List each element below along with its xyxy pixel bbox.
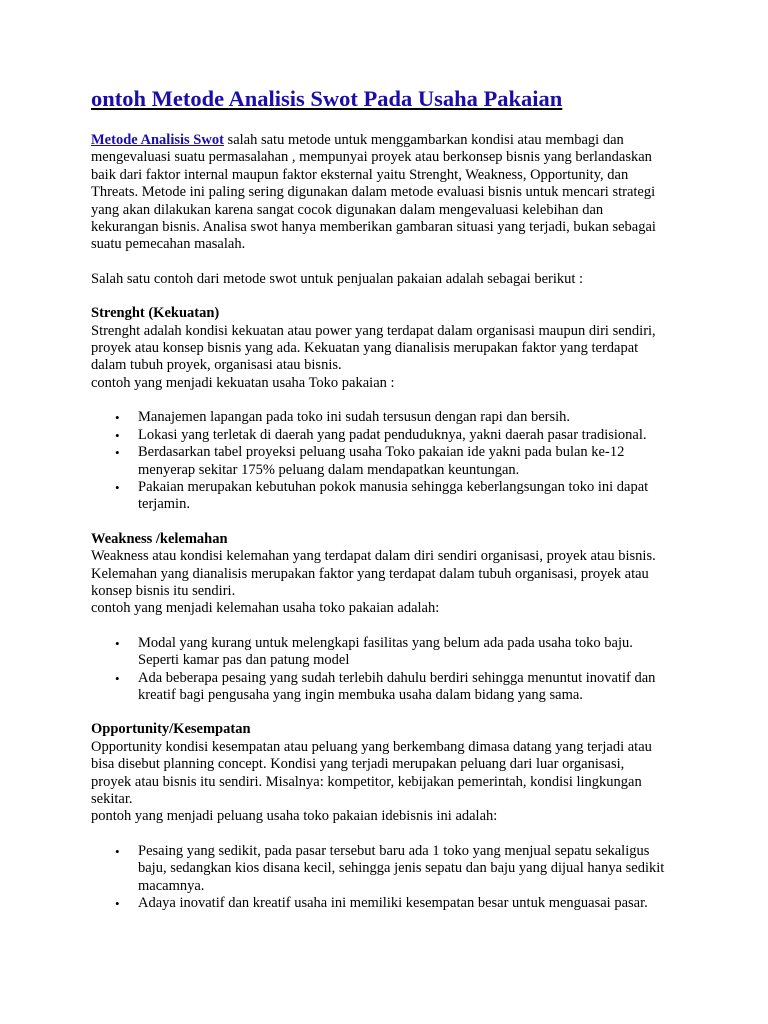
strength-list [91, 409, 668, 513]
intro-text: salah satu metode untuk menggambarkan kondisi atau membagi dan mengevaluasi suatu permasalahan , mempunyai proyek atau berkonsep bisnis yang berlandaskan baik dari faktor internal maupun faktor eksternal yaitu Strenght, Weakness, Opportunity, dan Threats. Metode ini paling sering digunakan dalam metode evaluasi bisnis untuk mencari strategi yang akan dilakukan karena sangat cocok digunakan dalam mengevaluasi kelebihan dan kekurangan bisnis. Analisa swot hanya memberikan gambaran situasi yang terjadi, bukan sebagai suatu pemecahan masalah. [91, 132, 656, 253]
strength-heading: Strenght (Kekuatan) [91, 305, 220, 322]
lead-paragraph: Salah satu contoh dari metode swot untuk penjualan pakaian adalah sebagai berikut : [91, 270, 584, 287]
opportunity-description: Opportunity kondisi kesempatan atau peluang yang berkembang dimasa datang yang terjadi atau bisa disebut planning concept. Kondisi yang terjadi merupakan peluang dari luar organisasi, proyek atau bisnis itu sendiri. Misalnya: kompetitor, kebijakan pemerintah, kondisi lingkungan sekitar. [91, 738, 652, 807]
weakness-intro: contoh yang menjadi kelemahan usaha toko pakaian adalah: [91, 600, 440, 617]
list-item: • Berdasarkan tabel proyeksi peluang usaha Toko pakaian ide yakni pada bulan ke-12 menyerap sekitar 175% peluang dalam mendapatkan keuntungan. [138, 444, 668, 479]
intro-paragraph [91, 132, 668, 254]
opportunity-heading: Opportunity/Kesempatan [91, 721, 251, 738]
list-item: • Manajemen lapangan pada toko ini sudah tersusun dengan rapi dan bersih. [138, 409, 668, 426]
page-title-link[interactable]: ontoh Metode Analisis Swot Pada Usaha Pakaian [91, 86, 563, 111]
weakness-heading: Weakness /kelemahan [91, 530, 228, 547]
intro-link[interactable]: Metode Analisis Swot [91, 132, 224, 148]
list-item: • Modal yang kurang untuk melengkapi fasilitas yang belum ada pada usaha toko baju. Seperti kamar pas dan patung model [138, 635, 668, 670]
list-item: • Ada beberapa pesaing yang sudah terlebih dahulu berdiri sehingga menuntut inovatif dan kreatif bagi pengusaha yang ingin membuka usaha dalam bidang yang sama. [138, 670, 668, 705]
weakness-description: Weakness atau kondisi kelemahan yang terdapat dalam diri sendiri organisasi, proyek atau bisnis. Kelemahan yang dianalisis merupakan faktor yang terdapat dalam tubuh organisasi, proyek atau konsep bisnis itu sendiri. [91, 548, 656, 599]
list-item: • Pakaian merupakan kebutuhan pokok manusia sehingga keberlangsungan toko ini dapat terjamin. [138, 479, 668, 514]
list-item: • Pesaing yang sedikit, pada pasar tersebut baru ada 1 toko yang menjual sepatu sekaligus baju, sedangkan kios disana kecil, sehingga jenis sepatu dan baju yang dijual hanya sedikit macamnya. [138, 843, 668, 895]
document-body [91, 132, 668, 912]
strength-description: Strenght adalah kondisi kekuatan atau power yang terdapat dalam organisasi maupun diri sendiri, proyek atau konsep bisnis yang ada. Kekuatan yang dianalisis merupakan faktor yang terdapat dalam tubuh proyek, organisasi atau bisnis. [91, 322, 656, 374]
list-item: • Lokasi yang terletak di daerah yang padat penduduknya, yakni daerah pasar tradisional. [138, 427, 668, 444]
strength-intro: contoh yang menjadi kekuatan usaha Toko pakaian : [91, 374, 395, 391]
weakness-list [91, 635, 668, 705]
page-title [91, 84, 668, 114]
opportunity-intro: pontoh yang menjadi peluang usaha toko pakaian idebisnis ini adalah: [91, 808, 498, 825]
opportunity-list [91, 843, 668, 913]
list-item: • Adaya inovatif dan kreatif usaha ini memiliki kesempatan besar untuk menguasai pasar. [138, 895, 668, 912]
